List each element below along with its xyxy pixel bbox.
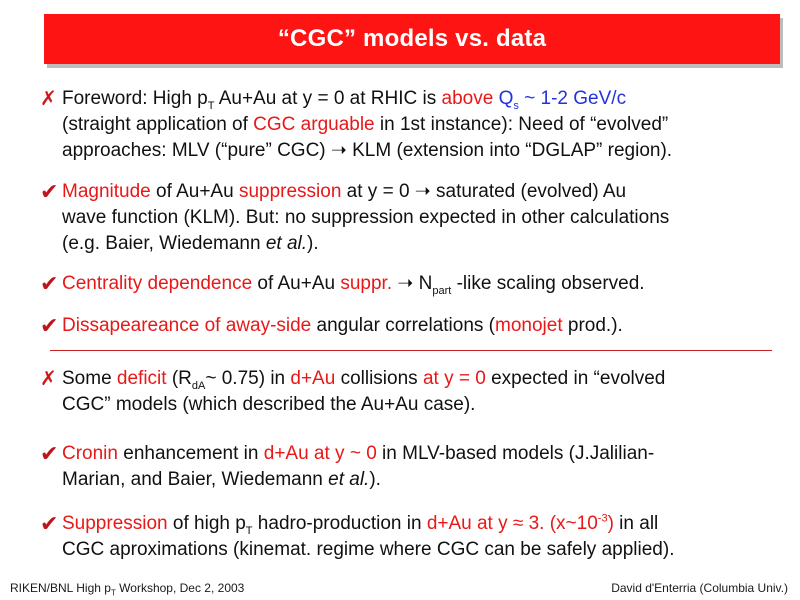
highlight-red: Magnitude — [62, 181, 151, 202]
text-span: Workshop, Dec 2, 2003 — [115, 581, 245, 595]
item-line: approaches: MLV (“pure” CGC) ➝ KLM (extension into “DGLAP” region). — [62, 140, 673, 161]
text-span: (e.g. Baier, Wiedemann — [62, 233, 266, 254]
check-icon: ✔ — [40, 271, 59, 296]
highlight-red: d+Au at y ~ 0 — [263, 443, 377, 464]
highlight-red: ) — [607, 513, 614, 534]
subscript: T — [110, 588, 116, 598]
check-icon: ✔ — [40, 179, 59, 204]
item-line — [40, 271, 792, 297]
italic-text: et al. — [328, 469, 370, 490]
text-span: -like scaling observed. — [451, 273, 645, 294]
text-span: angular correlations ( — [311, 315, 496, 336]
title-bar — [44, 14, 780, 64]
text-span: ). — [369, 469, 381, 490]
item-line — [40, 179, 792, 205]
text-span: ). — [307, 233, 319, 254]
text-span: collisions — [335, 368, 423, 389]
text-span: ➝ N — [392, 273, 433, 294]
item-line — [40, 231, 792, 257]
text-span: of high p — [167, 513, 246, 534]
bullet-item-suppression — [40, 511, 792, 563]
item-line — [40, 441, 792, 467]
subscript: dA — [191, 379, 206, 392]
highlight-red: at y = 0 — [422, 368, 486, 389]
item-line — [40, 467, 792, 493]
highlight-red: deficit — [116, 368, 167, 389]
text-span: hadro-production in — [252, 513, 427, 534]
subscript: part — [432, 284, 452, 297]
text-span: of Au+Au — [252, 273, 341, 294]
text-span: in all — [613, 513, 659, 534]
highlight-red: d+Au — [290, 368, 336, 389]
text-span: ~ 0.75) in — [205, 368, 291, 389]
bullet-item-cronin — [40, 441, 792, 493]
item-line — [40, 511, 792, 537]
item-line — [40, 112, 792, 138]
highlight-red: Suppression — [62, 513, 168, 534]
highlight-red: Dissapeareance of away-side — [62, 315, 312, 336]
bullet-item-deficit — [40, 366, 792, 418]
highlight-red: CGC arguable — [253, 114, 375, 135]
check-icon: ✔ — [40, 313, 59, 338]
item-line — [40, 313, 792, 339]
highlight-blue: ~ 1-2 GeV/c — [518, 88, 627, 109]
item-line — [40, 86, 792, 112]
text-span: expected in “evolved — [485, 368, 666, 389]
item-line: wave function (KLM). But: no suppression expected in other calculations — [62, 207, 670, 228]
text-span: Au+Au at y = 0 at RHIC is — [214, 88, 442, 109]
text-span: prod.). — [562, 315, 623, 336]
slide-title: “CGC” models vs. data — [277, 25, 547, 52]
subscript: s — [513, 99, 519, 112]
bullet-item-magnitude — [40, 179, 792, 257]
text-span: (R — [166, 368, 192, 389]
text-span: Marian, and Baier, Wiedemann — [62, 469, 329, 490]
highlight-red: suppression — [238, 181, 342, 202]
text-span: at y = 0 ➝ saturated (evolved) Au — [341, 181, 627, 202]
bullet-item-foreword — [40, 86, 792, 164]
section-divider — [50, 350, 772, 351]
text-span: RIKEN/BNL High p — [10, 581, 111, 595]
highlight-red: above — [441, 88, 494, 109]
bullet-item-away-side — [40, 313, 792, 339]
text-span: enhancement in — [117, 443, 264, 464]
highlight-blue: Q — [498, 88, 514, 109]
item-line: CGC aproximations (kinemat. regime where CGC can be safely applied). — [62, 539, 675, 560]
text-span: in MLV-based models (J.Jalilian- — [376, 443, 655, 464]
item-line: CGC” models (which described the Au+Au case). — [62, 394, 476, 415]
italic-text: et al. — [265, 233, 308, 254]
text-span: of Au+Au — [150, 181, 239, 202]
check-icon: ✔ — [40, 441, 59, 466]
highlight-red: Cronin — [62, 443, 118, 464]
superscript: -3 — [597, 512, 608, 525]
footer-left — [10, 581, 245, 598]
highlight-red: d+Au at y ≈ 3. (x~10 — [426, 513, 598, 534]
check-icon: ✔ — [40, 511, 59, 536]
subscript: T — [207, 99, 215, 112]
text-span: Some — [62, 368, 117, 389]
cross-icon: ✗ — [40, 368, 57, 390]
cross-icon: ✗ — [40, 88, 57, 110]
subscript: T — [245, 524, 253, 537]
text-span: (straight application of — [62, 114, 254, 135]
bullet-item-centrality — [40, 271, 792, 297]
highlight-red: Centrality dependence — [62, 273, 253, 294]
highlight-red: monojet — [495, 315, 563, 336]
text-span: Foreword: High p — [62, 88, 208, 109]
footer-right: David d'Enterria (Columbia Univ.) — [611, 581, 788, 595]
item-line — [40, 366, 792, 392]
highlight-red: suppr. — [340, 273, 393, 294]
text-span: in 1st instance): Need of “evolved” — [374, 114, 669, 135]
